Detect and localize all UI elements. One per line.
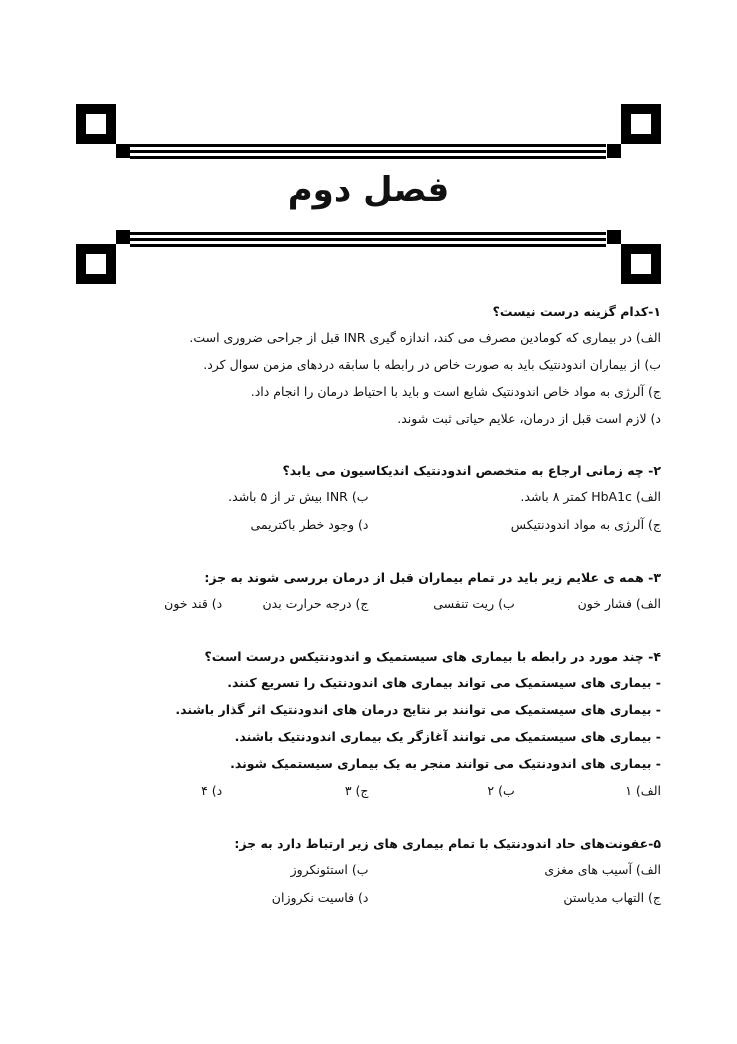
question-statement: - بیماری های سیستمیک می تواند بیماری های اندودنتیک را تسریع کنند. bbox=[227, 675, 661, 690]
answer-option: ج) آلرژی به مواد اندودنتیکس bbox=[510, 517, 661, 532]
top-rule bbox=[130, 150, 606, 153]
question-stem: ۱-کدام گزینه درست نیست؟ bbox=[492, 304, 661, 319]
corner-square-icon bbox=[621, 244, 661, 284]
answer-option: ج) درجه حرارت بدن bbox=[262, 596, 369, 611]
options-row bbox=[76, 856, 661, 884]
answer-option: الف) ۱ bbox=[625, 783, 661, 798]
options-row bbox=[76, 483, 661, 511]
small-square-icon bbox=[116, 230, 130, 244]
answer-option: الف) فشار خون bbox=[577, 596, 661, 611]
answer-option: ج) التهاب مدیاستن bbox=[563, 890, 661, 905]
question-stem: ۲- چه زمانی ارجاع به متخصص اندودنتیک اندیکاسیون می یابد؟ bbox=[282, 463, 661, 478]
bottom-rule bbox=[130, 232, 606, 235]
question-stem: ۳- همه ی علایم زیر باید در تمام بیماران قبل از درمان بررسی شوند به جز: bbox=[204, 570, 661, 585]
answer-option: الف) HbA1c کمتر ۸ باشد. bbox=[520, 489, 661, 504]
small-square-icon bbox=[607, 144, 621, 158]
question-statement: - بیماری های اندودنتیک می توانند منجر به یک بیماری سیستمیک شوند. bbox=[230, 756, 661, 771]
options-row bbox=[76, 590, 661, 618]
small-square-icon bbox=[116, 144, 130, 158]
answer-option: الف) در بیماری که کومادین مصرف می کند، اندازه گیری INR قبل از جراحی ضروری است. bbox=[189, 330, 661, 345]
bottom-rule bbox=[130, 244, 606, 247]
questions-content bbox=[76, 300, 661, 912]
chapter-title: فصل دوم bbox=[287, 170, 450, 210]
answer-option: ج) آلرژی به مواد خاص اندودنتیک شایع است و باید با احتیاط درمان را انجام داد. bbox=[250, 384, 661, 399]
answer-option: د) وجود خطر باکتریمی bbox=[250, 517, 369, 532]
options-row bbox=[76, 777, 661, 805]
corner-square-icon bbox=[76, 244, 116, 284]
answer-option: ج) ۳ bbox=[344, 783, 369, 798]
corner-square-icon bbox=[76, 104, 116, 144]
question-stem: ۴- چند مورد در رابطه با بیماری های سیستمیک و اندودنتیکس درست است؟ bbox=[204, 649, 661, 664]
answer-option: ب) از بیماران اندودنتیک باید به صورت خاص در رابطه با سابقه دردهای مزمن سوال کرد. bbox=[203, 357, 661, 372]
answer-option: د) لازم است قبل از درمان، علایم حیاتی ثبت شوند. bbox=[397, 411, 661, 426]
bottom-rule bbox=[130, 238, 606, 241]
small-square-icon bbox=[607, 230, 621, 244]
top-rule bbox=[130, 156, 606, 159]
options-row bbox=[76, 511, 661, 539]
answer-option: الف) آسیب های مغزی bbox=[544, 862, 661, 877]
answer-option: د) فاسیت نکروزان bbox=[271, 890, 369, 905]
corner-square-icon bbox=[621, 104, 661, 144]
question-stem: ۵-عفونت‌های حاد اندودنتیک با تمام بیماری های زیر ارتباط دارد به جز: bbox=[234, 836, 661, 851]
question-statement: - بیماری های سیستمیک می توانند بر نتایج درمان های اندودنتیک اثر گذار باشند. bbox=[175, 702, 661, 717]
answer-option: ب) INR بیش تر از ۵ باشد. bbox=[228, 489, 369, 504]
answer-option: د) قند خون bbox=[164, 596, 223, 611]
top-rule bbox=[130, 144, 606, 147]
answer-option: ب) ۲ bbox=[487, 783, 515, 798]
answer-option: ب) ریت تنفسی bbox=[433, 596, 515, 611]
answer-option: ب) استئونکروز bbox=[290, 862, 369, 877]
options-row bbox=[76, 884, 661, 912]
question-statement: - بیماری های سیستمیک می توانند آغازگر یک بیماری اندودنتیک باشند. bbox=[234, 729, 661, 744]
answer-option: د) ۴ bbox=[201, 783, 223, 798]
